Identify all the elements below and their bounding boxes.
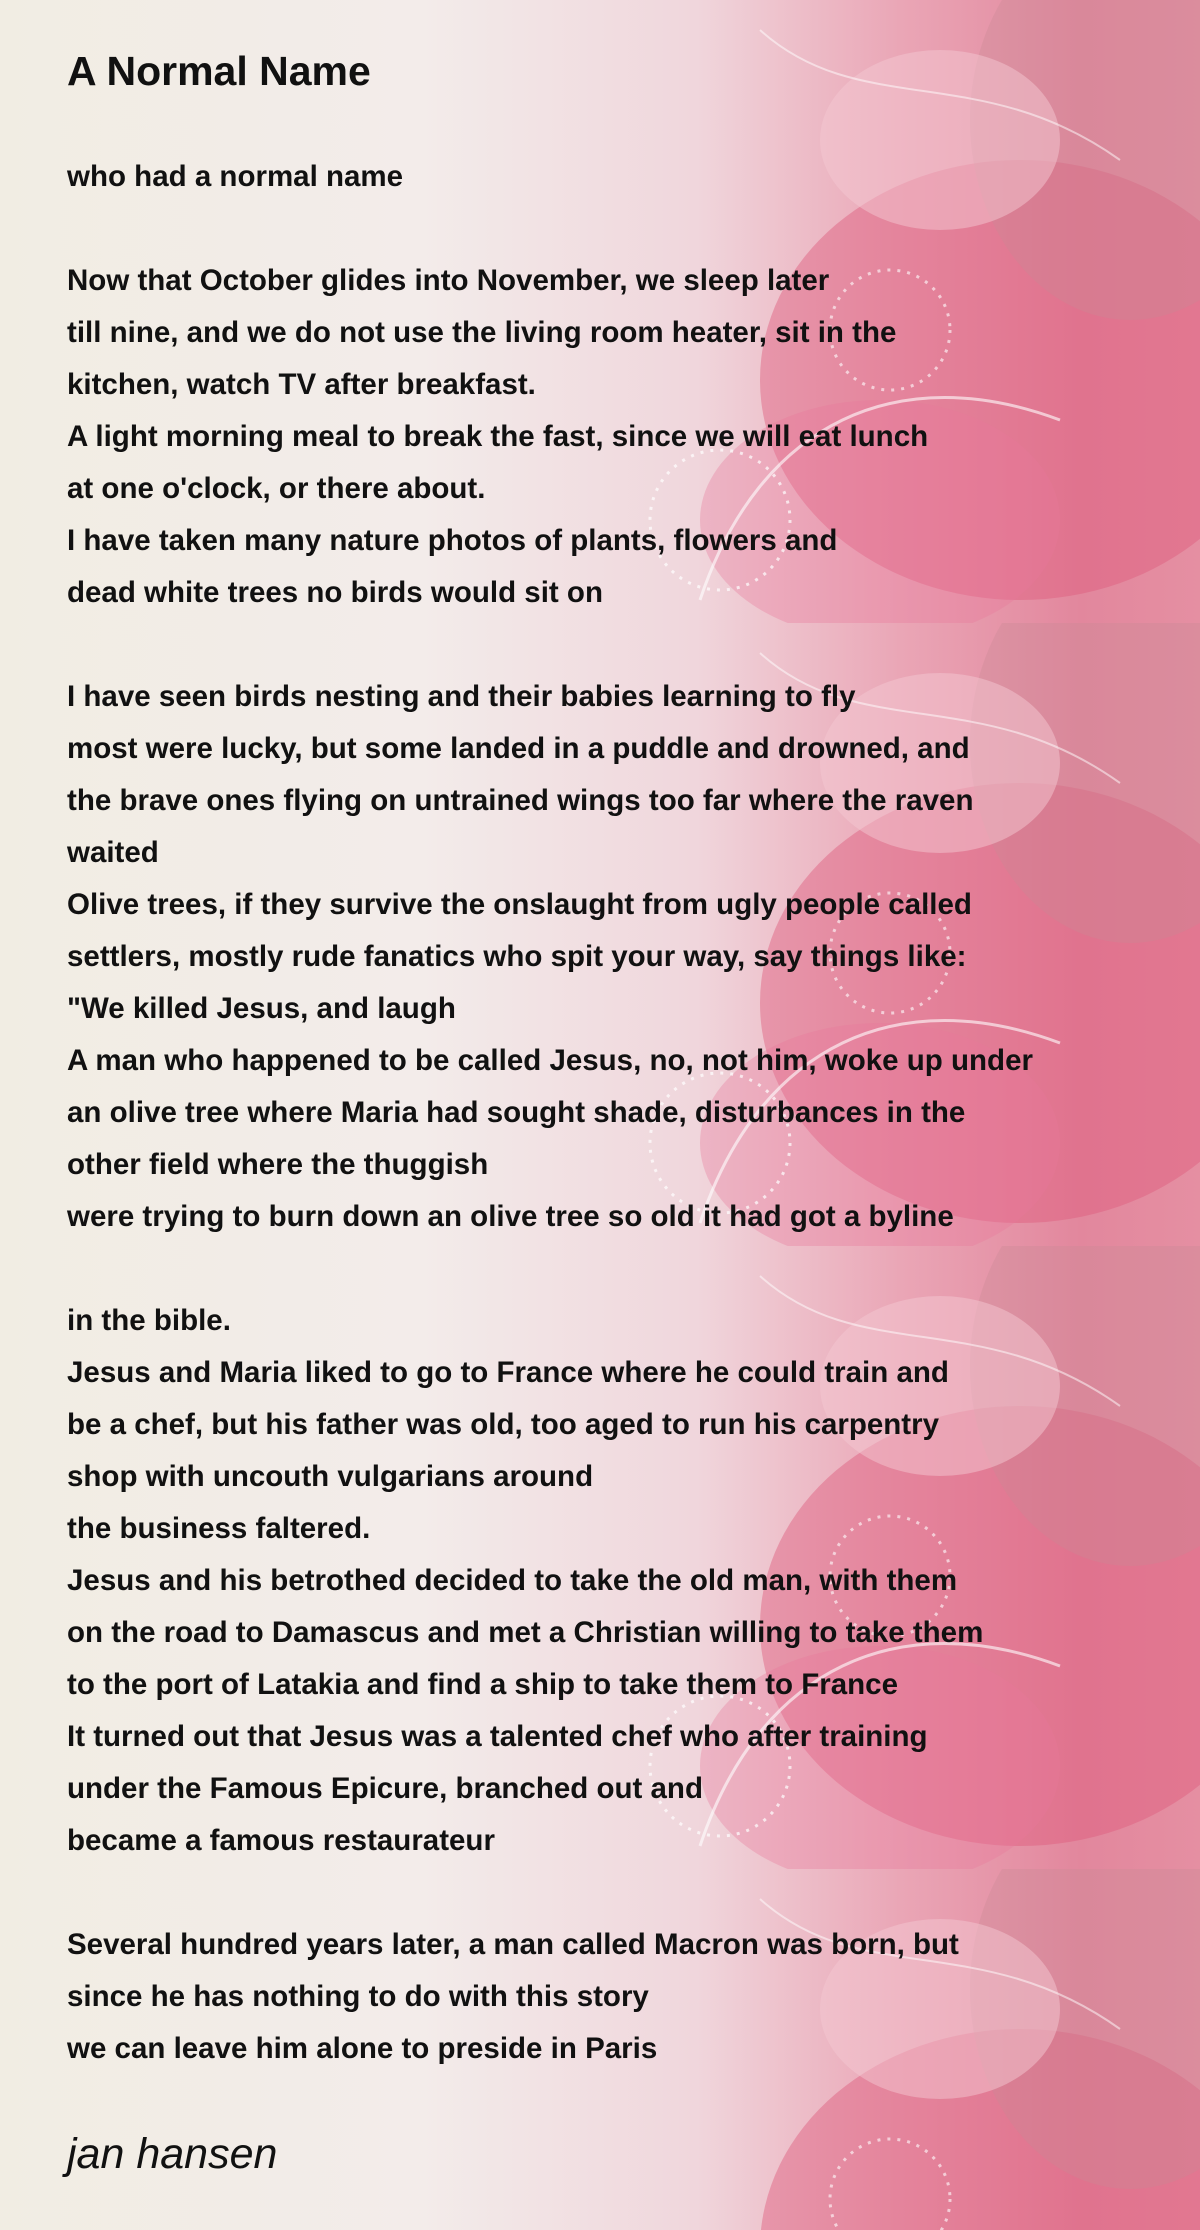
poem-line: became a famous restaurateur [67,1824,495,1857]
poem-line: an olive tree where Maria had sought shade, disturbances in the [67,1096,966,1129]
poem-line: in the bible. [67,1304,231,1337]
poem-line: settlers, mostly rude fanatics who spit your way, say things like: [67,940,967,973]
poem-line: I have taken many nature photos of plants, flowers and [67,524,838,557]
poem-line: on the road to Damascus and met a Christian willing to take them [67,1616,984,1649]
poem-author: jan hansen [67,2130,278,2178]
poem-line: A man who happened to be called Jesus, no, not him, woke up under [67,1044,1033,1077]
poem-line: under the Famous Epicure, branched out and [67,1772,703,1805]
poem-line: dead white trees no birds would sit on [67,576,603,609]
poem-line: Jesus and Maria liked to go to France where he could train and [67,1356,949,1389]
poem-line: "We killed Jesus, and laugh [67,992,456,1025]
poem-line: we can leave him alone to preside in Paris [67,2032,658,2065]
poem-line: Olive trees, if they survive the onslaught from ugly people called [67,888,972,921]
poem-title: A Normal Name [67,48,371,94]
poem-line: the brave ones flying on untrained wings too far where the raven [67,784,974,817]
poem-line: Jesus and his betrothed decided to take the old man, with them [67,1564,958,1597]
poem-line: A light morning meal to break the fast, since we will eat lunch [67,420,929,453]
poem-line: other field where the thuggish [67,1148,489,1181]
poem-line: to the port of Latakia and find a ship to take them to France [67,1668,898,1701]
poem-line: since he has nothing to do with this story [67,1980,649,2013]
poem-line: were trying to burn down an olive tree so old it had got a byline [67,1200,954,1233]
poem-line: shop with uncouth vulgarians around [67,1460,594,1493]
poem-line: most were lucky, but some landed in a puddle and drowned, and [67,732,970,765]
poem-line: Several hundred years later, a man called Macron was born, but [67,1928,959,1961]
poem-line: at one o'clock, or there about. [67,472,486,505]
poem-line: be a chef, but his father was old, too aged to run his carpentry [67,1408,940,1441]
poem-line: I have seen birds nesting and their babies learning to fly [67,680,856,713]
poem-line: It turned out that Jesus was a talented chef who after training [67,1720,928,1753]
poem-line: waited [67,836,159,869]
poem-line: till nine, and we do not use the living room heater, sit in the [67,316,897,349]
poem-line: Now that October glides into November, we sleep later [67,264,830,297]
poem-line: the business faltered. [67,1512,371,1545]
poem-line: kitchen, watch TV after breakfast. [67,368,536,401]
poem-line: who had a normal name [67,160,404,193]
